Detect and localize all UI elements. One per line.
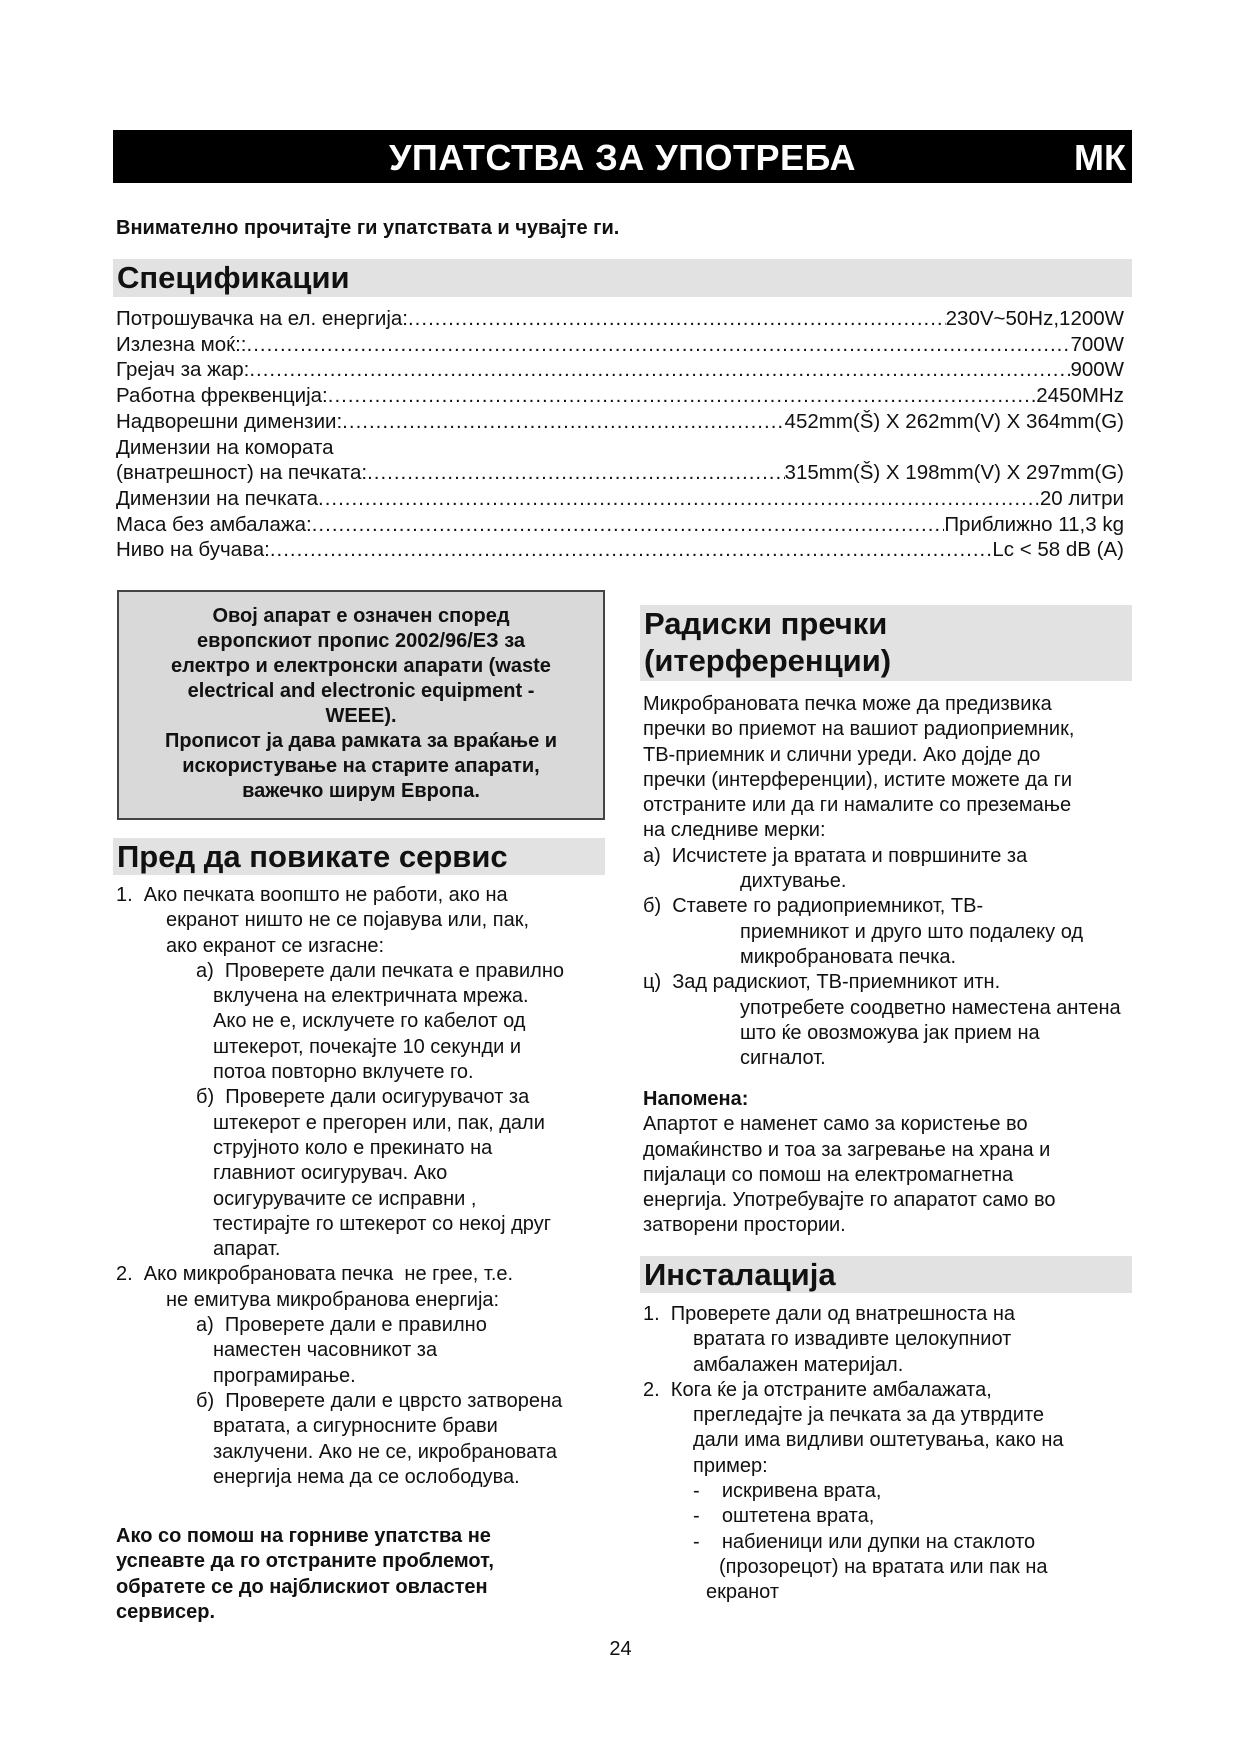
spec-value: 315mm(Š) X 198mm(V) X 297mm(G) [784,461,1124,485]
text-line: микробрановата печка. [740,945,957,968]
text-line: тестирајте го штекерот со некој друг [213,1212,551,1235]
text-line: осигурувачите се исправни , [213,1187,477,1210]
spec-row [116,537,1124,563]
text-line: пречки (интерференции), иститe можете да ги [643,768,1073,791]
spec-leader-dots [342,409,784,435]
text-line: вратата, а сигурносните брави [213,1415,498,1438]
language-code: МК [1074,137,1126,178]
text-line: а) Проверете дали печката е правилно [196,959,565,982]
spec-value: 700W [1070,332,1124,356]
spec-value: 20 литри [1039,486,1124,510]
text-line: а) Проверете дали е правилно [196,1314,487,1337]
spec-label: Излезна моќ:: [116,332,247,356]
text-line: вратата го извадивте целокупниот [693,1328,1012,1351]
closing-line: Ако со помош на горниве упатства не [116,1525,491,1547]
installation-steps [643,1302,1138,1606]
text-line: апарат. [213,1238,281,1261]
text-line: штекерот е прегорен или, пак, дали [213,1111,545,1134]
spec-label: (внатрешност) на печката: [116,461,368,485]
note-line: енергија. Употребувајте го апаратот само во [643,1189,1056,1212]
text-line: енергија нема да се ослободува. [213,1465,520,1488]
closing-line: обратете се до најблискиот овластен [116,1575,488,1598]
spec-value: Приближно 11,3 kg [944,512,1124,536]
text-line: ц) Зад радискиот, ТВ-приемникот итн. [643,971,1001,994]
intro-text: Внимателно прочитајте ги упатствата и чувајте ги. [116,217,620,239]
text-line: приемникот и друго што подалеку од [740,920,1084,943]
text-line: б) Проверете дали осигурувачот за [196,1086,530,1109]
text-line: дали има видливи оштетувања, како на [693,1429,1064,1452]
text-line: Микробрановата печка може да предизвика [643,693,1052,715]
text-line: 2. Ако микробрановата печка не грее, т.е. [116,1263,514,1286]
text-line: - оштетена врата, [693,1505,875,1528]
spec-row [116,357,1124,383]
note-line: пијалаци со помош на електромагнетна [643,1163,1014,1186]
spec-label: Ниво на бучава: [116,538,270,562]
closing-line: сервисер. [116,1600,216,1623]
text-line: 1. Ако печката воопшто не работи, ако на [116,884,508,906]
text-line: б) Ставете го радиоприемникот, ТВ- [643,895,984,918]
spec-label: Работна фреквенција: [116,384,328,408]
text-line: струјното коло е прекинато на [213,1136,493,1159]
text-line: главниот осигурувач. Ако [213,1162,448,1185]
weee-line: Овој апарат е означен според [212,605,510,627]
heading-line: (итерференции) [644,643,892,678]
spec-row [116,409,1124,435]
spec-leader-dots [408,306,946,332]
radio-interference-text [643,692,1138,1071]
service-heading: Пред да повикате сервис [113,838,605,875]
spec-row [116,486,1124,512]
spec-leader-dots [247,332,1071,358]
page-title: УПАТСТВА ЗА УПОТРЕБА [388,137,857,178]
text-line: на следниве мерки: [643,819,826,842]
text-line: ТВ-приемник и слични уреди. Ако дојде до [643,743,1041,766]
text-line: - набиеници или дупки на стаклото [693,1530,1036,1553]
text-line: пример: [693,1454,768,1477]
installation-heading: Инсталација [640,1256,1132,1293]
spec-leader-dots [270,537,993,563]
text-line: амбалажен материјал. [693,1353,904,1376]
spec-row [116,383,1124,409]
weee-line: важечко ширум Европа. [242,780,480,802]
spec-leader-dots [367,460,784,486]
text-line: дихтување. [740,870,847,893]
spec-value: 900W [1070,358,1124,382]
text-line: Ако не е, исклучете го кабелот од [213,1010,526,1033]
text-line: екранот ништо не се појавува или, пак, [166,909,530,932]
spec-label: Надворешни димензии: [116,409,343,433]
spec-label: Димензии на комората [116,435,334,459]
spec-row [116,460,1124,486]
spec-label: Димензии на печката [116,486,318,510]
service-instructions [116,883,611,1490]
text-line: а) Исчистете ја вратата и површините за [643,844,1028,867]
spec-leader-dots [328,383,1036,409]
text-line: ако екранот се изгасне: [166,934,385,957]
weee-line: Прописот ја дава рамката за враќање и [164,730,558,752]
spec-value: 452mm(Š) X 262mm(V) X 364mm(G) [784,409,1124,433]
title-banner [113,130,1132,183]
spec-label: Маса без амбалажа: [116,512,312,536]
text-line: - искривена врата, [693,1480,882,1503]
weee-line: електро и електронски апарати (waste [171,655,551,677]
service-closing-note [116,1524,611,1625]
text-line: наместен часовникот за [213,1339,438,1362]
heading-line: Радиски пречки [644,606,888,641]
text-line: што ќе овозможува јак прием на [740,1021,1040,1044]
text-line: употребете соодветно наместена антена [740,996,1121,1019]
text-line: заклучени. Ако не се, икробрановата [213,1440,557,1463]
radio-interference-heading [640,605,1132,681]
text-line: не емитува микробранова енергија: [166,1288,500,1311]
note-line: домаќинство и тоа за загревање на храна и [643,1138,1051,1161]
text-line: (прозорецот) на вратата или пак на [719,1555,1048,1578]
weee-notice-box [117,590,605,820]
specs-list [116,306,1124,563]
spec-row [116,306,1124,332]
spec-row [116,332,1124,358]
note-line: Апартот е наменет само за користење во [643,1113,1028,1136]
page-number: 24 [609,1638,632,1660]
text-line: штекерот, почекајте 10 секунди и [213,1035,522,1058]
specs-heading: Спецификации [113,259,1132,297]
note-block [643,1087,1138,1239]
closing-line: успеавте да го отстраните проблемот, [116,1550,494,1573]
text-line: б) Проверете дали е цврсто затворена [196,1389,563,1412]
text-line: пречки во приемот на вашиот радиоприемник, [643,718,1075,741]
spec-leader-dots [318,486,1040,512]
spec-label: Потрошувачка на ел. енергија: [116,307,408,330]
weee-line: WEEE). [325,705,397,727]
note-line: затворени простории. [643,1214,846,1237]
text-line: прегледајте ја печката за да утврдите [693,1404,1045,1427]
text-line: екранот [706,1581,780,1604]
spec-value: 230V~50Hz,1200W [945,307,1124,330]
text-line: 2. Кога ќе ја отстраните амбалажата, [643,1378,992,1401]
text-line: потоа повторно вклучете го. [213,1061,474,1084]
spec-value: Lc < 58 dB (A) [992,538,1124,562]
spec-leader-dots [249,357,1070,383]
spec-value: 2450MHz [1036,384,1124,408]
text-line: 1. Проверете дали од внатрешноста на [643,1303,1015,1325]
weee-line: европскиот пропис 2002/96/ЕЗ за [196,630,526,652]
weee-line: искористување на старите апарати, [182,755,540,777]
text-line: вклучена на електричната мрежа. [213,985,529,1008]
spec-label: Грејач за жар: [116,358,250,382]
weee-line: electrical and electronic equipment - [187,680,535,702]
text-line: сигналот. [740,1047,826,1070]
spec-leader-dots [312,512,945,538]
note-title: Напомена: [643,1088,749,1110]
spec-row [116,435,1124,461]
text-line: програмирање. [213,1364,356,1387]
spec-row [116,512,1124,538]
text-line: отстраните или да ги намалите со преземање [643,794,1072,817]
